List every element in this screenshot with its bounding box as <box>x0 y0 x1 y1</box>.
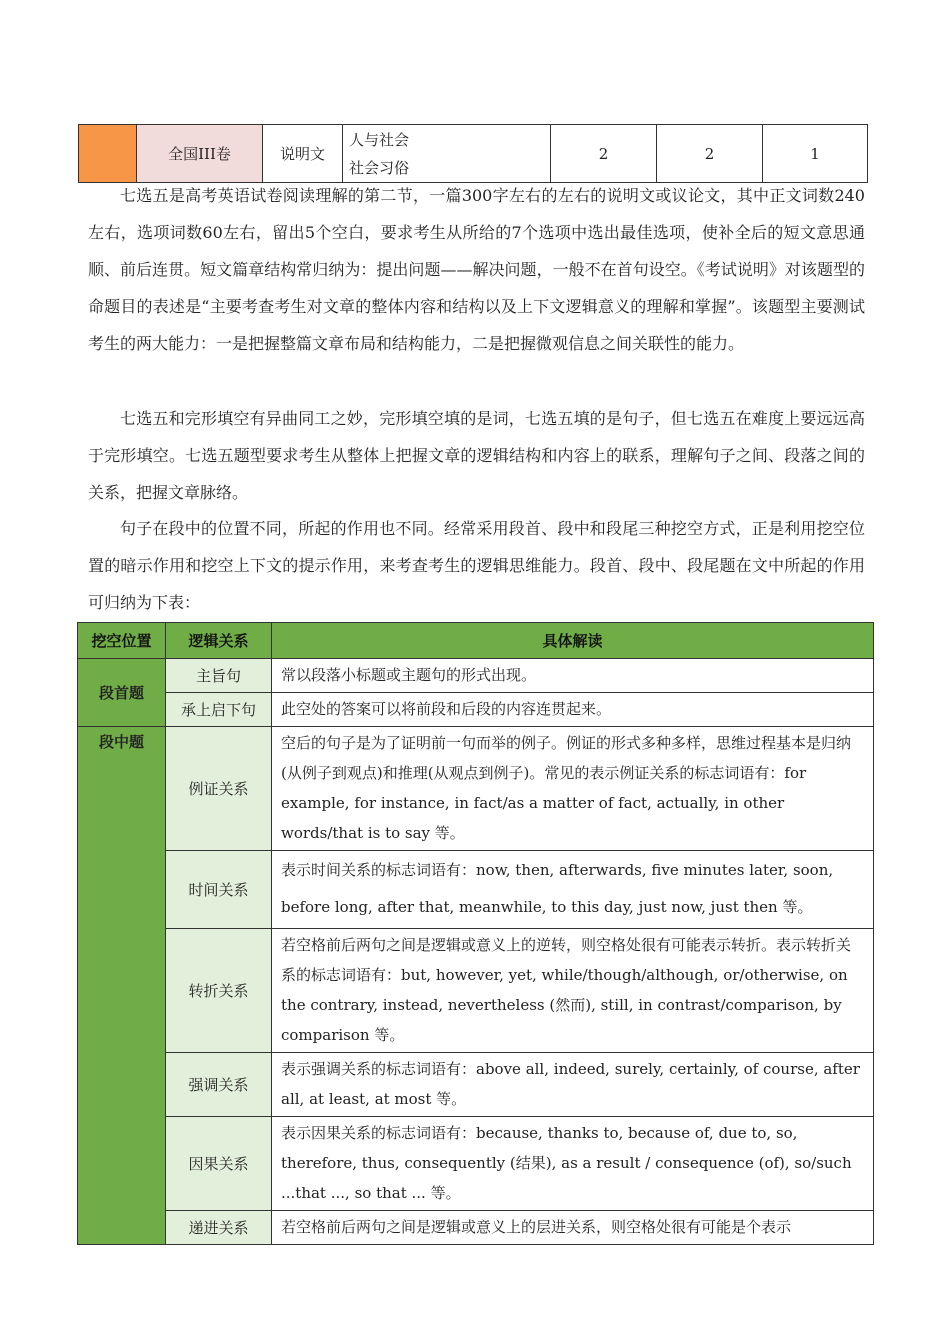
relation-cell: 时间关系 <box>166 851 272 929</box>
topic-line-2: 社会习俗 <box>349 158 410 177</box>
group-label-paragraph-middle: 段中题 <box>78 727 166 1245</box>
table-header-row <box>78 623 874 659</box>
exam-info-table <box>78 124 868 183</box>
relation-cell: 递进关系 <box>166 1211 272 1245</box>
count-cell-3: 1 <box>763 125 868 183</box>
relation-cell: 例证关系 <box>166 727 272 851</box>
table-row <box>78 1211 874 1245</box>
topic-cell <box>343 125 551 183</box>
explanation-cell: 若空格前后两句之间是逻辑或意义上的逆转，则空格处很有可能表示转折。表示转折关系的标志词语有：but, however, yet, while/though/although, or/otherwise, on the contrary, instead, nevertheless (然而), still, in contrast/comparison, by comparison 等。 <box>272 929 874 1053</box>
table-row <box>78 851 874 929</box>
paragraph-comparison: 七选五和完形填空有异曲同工之妙，完形填空填的是词，七选五填的是句子，但七选五在难度上要远远高于完形填空。七选五题型要求考生从整体上把握文章的逻辑结构和内容上的联系，理解句子之间、段落之间的关系，把握文章脉络。 <box>88 409 865 502</box>
header-position: 挖空位置 <box>78 623 166 659</box>
header-explanation: 具体解读 <box>272 623 874 659</box>
relation-cell: 转折关系 <box>166 929 272 1053</box>
explanation-cell: 表示强调关系的标志词语有：above all, indeed, surely, certainly, of course, after all, at least, at most 等。 <box>272 1053 874 1117</box>
logic-relation-table <box>77 622 874 1245</box>
paragraph-intro: 七选五是高考英语试卷阅读理解的第二节，一篇300字左右的左右的说明文或议论文，其中正文词数240左右，选项词数60左右，留出5个空白，要求考生从所给的7个选项中选出最佳选项，使补全后的短文意思通顺、前后连贯。短文篇章结构常归纳为：提出问题——解决问题，一般不在首句设空。《考试说明》对该题型的命题目的表述是“主要考查考生对文章的整体内容和结构以及上下文逻辑意义的理解和掌握”。该题型主要测试考生的两大能力：一是把握整篇文章布局和结构能力，二是把握微观信息之间关联性的能力。 <box>88 186 865 353</box>
explanation-cell: 常以段落小标题或主题句的形式出现。 <box>272 659 874 693</box>
relation-cell: 强调关系 <box>166 1053 272 1117</box>
group-label-paragraph-start: 段首题 <box>78 659 166 727</box>
region-cell: 全国III卷 <box>137 125 263 183</box>
genre-cell: 说明文 <box>263 125 343 183</box>
table-row <box>78 693 874 727</box>
explanation-cell: 此空处的答案可以将前段和后段的内容连贯起来。 <box>272 693 874 727</box>
explanation-cell: 表示时间关系的标志词语有：now, then, afterwards, five minutes later, soon, before long, after that, meanwhile, to this day, just now, just then 等。 <box>272 851 874 929</box>
table-row <box>78 659 874 693</box>
color-marker-cell <box>79 125 137 183</box>
paragraph-positions: 句子在段中的位置不同，所起的作用也不同。经常采用段首、段中和段尾三种挖空方式，正是利用挖空位置的暗示作用和挖空上下文的提示作用，来考查考生的逻辑思维能力。段首、段中、段尾题在文中所起的作用可归纳为下表： <box>88 519 865 612</box>
table-row <box>78 727 874 851</box>
explanation-cell: 空后的句子是为了证明前一句而举的例子。例证的形式多种多样，思维过程基本是归纳(从例子到观点)和推理(从观点到例子)。常见的表示例证关系的标志词语有：for example, for instance, in fact/as a matter of fact, actually, in other words/that is to say 等。 <box>272 727 874 851</box>
relation-cell: 因果关系 <box>166 1117 272 1211</box>
table-row <box>78 929 874 1053</box>
relation-cell: 主旨句 <box>166 659 272 693</box>
table-row <box>78 1117 874 1211</box>
count-cell-1: 2 <box>551 125 657 183</box>
table-row <box>79 125 868 183</box>
relation-cell: 承上启下句 <box>166 693 272 727</box>
header-relation: 逻辑关系 <box>166 623 272 659</box>
topic-line-1: 人与社会 <box>349 130 410 149</box>
count-cell-2: 2 <box>657 125 763 183</box>
explanation-cell: 表示因果关系的标志词语有：because, thanks to, because of, due to, so, therefore, thus, consequently (结果), as a result / consequence (of), so/such ...that ..., so that ... 等。 <box>272 1117 874 1211</box>
table-row <box>78 1053 874 1117</box>
explanation-cell: 若空格前后两句之间是逻辑或意义上的层进关系，则空格处很有可能是个表示 <box>272 1211 874 1245</box>
